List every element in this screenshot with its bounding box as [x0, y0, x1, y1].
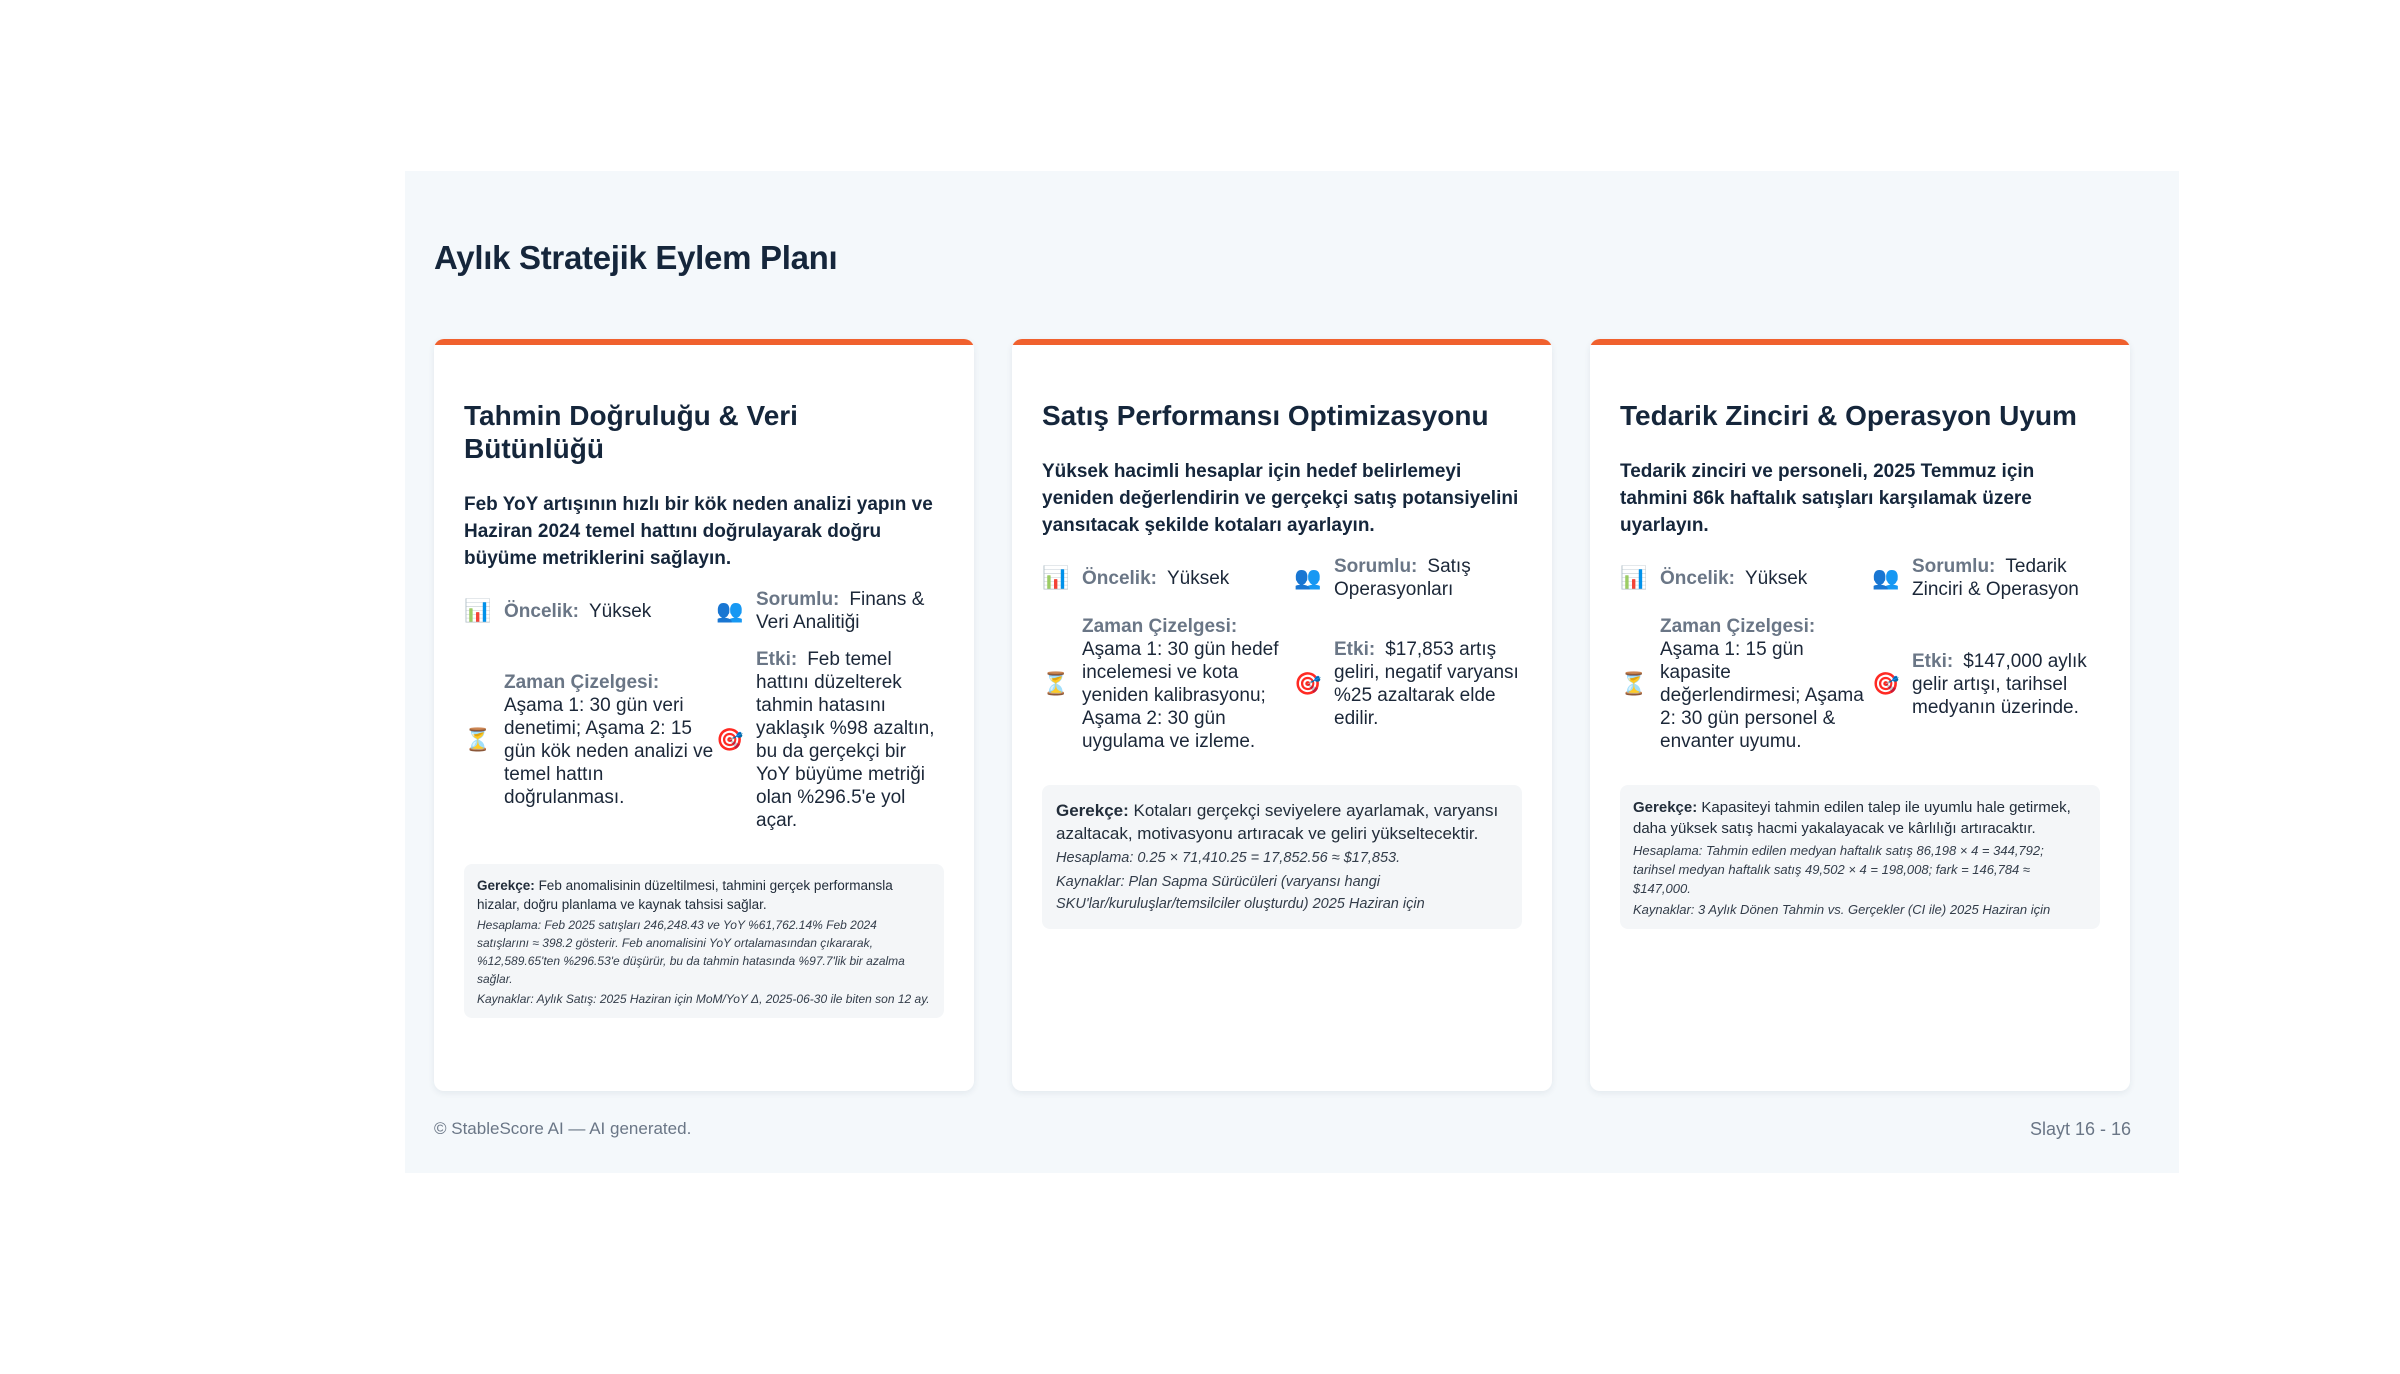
impact-label: Etki:: [1334, 639, 1376, 660]
owner-value: Finans & Veri Analitiği: [756, 589, 925, 633]
reason-box: [1042, 785, 1522, 929]
priority-value: Yüksek: [1744, 567, 1808, 589]
reason-label: Gerekçe:: [1633, 799, 1698, 816]
timeline-label: Zaman Çizelgesi:: [1082, 616, 1238, 637]
card-accent-bar: [434, 339, 974, 345]
hourglass-icon: ⏳: [1620, 671, 1648, 696]
chart-bar-icon: 📊: [464, 598, 492, 623]
card-accent-bar: [1590, 339, 2130, 345]
impact-value: Feb temel hattını düzelterek tahmin hatasını yaklaşık %98 azaltın, bu da gerçekçi bir YoY büyüme metriği olan %296.5'e yol açar.: [756, 649, 935, 831]
priority-label: Öncelik:: [1660, 567, 1735, 589]
timeline-label: Zaman Çizelgesi:: [1660, 616, 1816, 637]
chart-bar-icon: 📊: [1620, 565, 1648, 590]
card-meta: [1620, 555, 2100, 767]
action-card-sales: [1012, 339, 1552, 1091]
timeline-item: [1620, 615, 1872, 753]
impact-item: [1872, 650, 2100, 719]
target-icon: 🎯: [716, 727, 744, 752]
priority-label: Öncelik:: [504, 600, 579, 622]
owner-value: Satış Operasyonları: [1334, 556, 1471, 600]
owner-label: Sorumlu:: [756, 589, 840, 610]
priority-item: [464, 598, 716, 624]
impact-value: $17,853 artış geliri, negatif varyansı %25 azaltarak elde edilir.: [1334, 639, 1519, 729]
sources-text: Kaynaklar: Plan Sapma Sürücüleri (varyansı hangi SKU'lar/kuruluşlar/temsilciler oluşturdu) 2025 Haziran için: [1056, 874, 1425, 912]
timeline-value: Aşama 1: 15 gün kapasite değerlendirmesi; Aşama 2: 30 gün personel & envanter uyumu.: [1660, 639, 1864, 752]
people-icon: 👥: [1294, 565, 1322, 590]
reason-text: Kapasiteyi tahmin edilen talep ile uyumlu hale getirmek, daha yüksek satış hacmi yakalayacak ve kârlılığı artıracaktır.: [1633, 799, 2071, 837]
reason-text: Feb anomalisinin düzeltilmesi, tahmini gerçek performansla hizalar, doğru planlama ve kaynak tahsisi sağlar.: [477, 878, 893, 912]
reason-label: Gerekçe:: [1056, 801, 1129, 820]
reason-box: [464, 864, 944, 1018]
card-title: Tahmin Doğruluğu & Veri Bütünlüğü: [464, 400, 798, 464]
action-card-supply-chain: [1590, 339, 2130, 1091]
people-icon: 👥: [716, 598, 744, 623]
priority-item: [1620, 565, 1872, 591]
reason-text: Kotaları gerçekçi seviyelere ayarlamak, varyansı azaltacak, motivasyonu artıracak ve geliri yükseltecektir.: [1056, 801, 1499, 843]
people-icon: 👥: [1872, 565, 1900, 590]
card-description: Yüksek hacimli hesaplar için hedef belirlemeyi yeniden değerlendirin ve gerçekçi satış potansiyelini yansıtacak şekilde kotaları ayarlayın.: [1042, 461, 1519, 536]
page-title: Aylık Stratejik Eylem Planı: [434, 239, 838, 276]
card-description: Feb YoY artışının hızlı bir kök neden analizi yapın ve Haziran 2024 temel hattını doğrulayarak doğru büyüme metriklerini sağlayın.: [464, 494, 933, 569]
owner-item: [1294, 555, 1522, 601]
reason-label: Gerekçe:: [477, 878, 535, 893]
timeline-value: Aşama 1: 30 gün veri denetimi; Aşama 2: 15 gün kök neden analizi ve temel hattın doğrulanması.: [504, 695, 714, 808]
priority-value: Yüksek: [1166, 567, 1230, 589]
chart-bar-icon: 📊: [1042, 565, 1070, 590]
target-icon: 🎯: [1872, 671, 1900, 696]
card-meta: [464, 588, 944, 846]
hourglass-icon: ⏳: [464, 727, 492, 752]
priority-value: Yüksek: [588, 600, 652, 622]
calculation-text: Hesaplama: 0.25 × 71,410.25 = 17,852.56 ≈ $17,853.: [1056, 850, 1401, 866]
sources-text: Kaynaklar: 3 Aylık Dönen Tahmin vs. Gerçekler (CI ile) 2025 Haziran için: [1633, 902, 2051, 917]
owner-value: Tedarik Zinciri & Operasyon: [1912, 556, 2079, 600]
impact-label: Etki:: [756, 649, 798, 670]
owner-item: [1872, 555, 2100, 601]
impact-item: [1294, 638, 1522, 730]
timeline-item: [464, 671, 716, 809]
impact-label: Etki:: [1912, 650, 1954, 672]
impact-item: [716, 648, 944, 832]
reason-box: [1620, 785, 2100, 929]
card-accent-bar: [1012, 339, 1552, 345]
card-title: Satış Performansı Optimizasyonu: [1042, 400, 1489, 431]
target-icon: 🎯: [1294, 671, 1322, 696]
card-meta: [1042, 555, 1522, 767]
owner-item: [716, 588, 944, 634]
card-title: Tedarik Zinciri & Operasyon Uyum: [1620, 400, 2077, 431]
timeline-item: [1042, 615, 1294, 753]
slide-number: Slayt 16 - 16: [2029, 1119, 2131, 1139]
priority-item: [1042, 565, 1294, 591]
action-card-forecast: [434, 339, 974, 1091]
calculation-text: Hesaplama: Feb 2025 satışları 246,248.43 ve YoY %61,762.14% Feb 2024 satışlarını ≈ 398.2 gösterir. Feb anomalisini YoY ortalamasından çıkararak, %12,589.65'ten %296.53'e düşürür, bu da tahmin hatasında %97.7'lik bir azalma sağlar.: [477, 918, 905, 986]
priority-label: Öncelik:: [1082, 567, 1157, 589]
owner-label: Sorumlu:: [1912, 556, 1996, 577]
hourglass-icon: ⏳: [1042, 671, 1070, 696]
impact-value: $147,000 aylık gelir artışı, tarihsel medyanın üzerinde.: [1912, 650, 2087, 718]
card-description: Tedarik zinciri ve personeli, 2025 Temmuz için tahmini 86k haftalık satışları karşılamak üzere uyarlayın.: [1620, 461, 2035, 536]
timeline-value: Aşama 1: 30 gün hedef incelemesi ve kota yeniden kalibrasyonu; Aşama 2: 30 gün uygulama ve izleme.: [1082, 639, 1279, 752]
footer-copyright: © StableScore AI — AI generated.: [434, 1119, 692, 1138]
timeline-label: Zaman Çizelgesi:: [504, 672, 660, 693]
owner-label: Sorumlu:: [1334, 556, 1418, 577]
sources-text: Kaynaklar: Aylık Satış: 2025 Haziran için MoM/YoY Δ, 2025-06-30 ile biten son 12 ay.: [477, 992, 930, 1006]
calculation-text: Hesaplama: Tahmin edilen medyan haftalık satış 86,198 × 4 = 344,792; tarihsel medyan haftalık satış 49,502 × 4 = 198,008; fark = 146,784 ≈ $147,000.: [1633, 843, 2044, 896]
slide: [405, 171, 2179, 1173]
